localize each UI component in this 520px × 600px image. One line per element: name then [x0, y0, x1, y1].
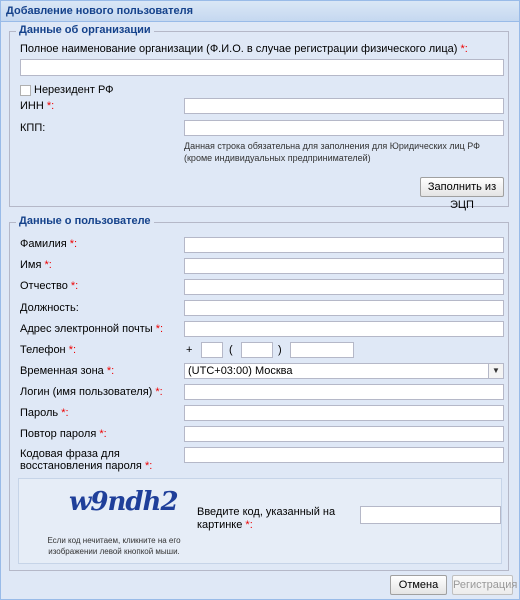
middlename-input[interactable]	[184, 279, 504, 295]
phone-area-code-input[interactable]	[241, 342, 273, 358]
recovery-phrase-input[interactable]	[184, 447, 504, 463]
position-input[interactable]	[184, 300, 504, 316]
login-label: Логин (имя пользователя) *:	[20, 386, 163, 398]
org-legend: Данные об организации	[16, 24, 154, 36]
password-repeat-label: Повтор пароля *:	[20, 428, 107, 440]
captcha-label: Введите код, указанный на картинке *:	[197, 506, 336, 531]
captcha-hint: Если код нечитаем, кликните на его изображении левой кнопкой мыши.	[47, 536, 181, 556]
inn-label: ИНН *:	[20, 100, 55, 112]
user-fieldset	[9, 215, 509, 571]
captcha-input[interactable]	[360, 506, 501, 524]
timezone-selected-value: (UTC+03:00) Москва	[188, 365, 293, 377]
inn-input[interactable]	[184, 98, 504, 114]
email-label: Адрес электронной почты *:	[20, 323, 164, 335]
phone-number-input[interactable]	[290, 342, 354, 358]
login-input[interactable]	[184, 384, 504, 400]
fill-from-signature-button[interactable]: Заполнить из ЭЦП	[420, 177, 504, 197]
user-legend: Данные о пользователе	[16, 215, 154, 227]
org-fieldset	[9, 24, 509, 211]
firstname-input[interactable]	[184, 258, 504, 274]
recovery-phrase-label: Кодовая фраза для восстановления пароля *:	[20, 448, 153, 472]
kpp-hint: Данная строка обязательна для заполнения для Юридических лиц РФ (кроме индивидуальных предпринимателей)	[184, 141, 481, 163]
phone-plus-sign: +	[186, 344, 193, 356]
chevron-down-icon[interactable]: ▼	[488, 364, 503, 378]
captcha-panel	[18, 478, 502, 564]
register-button[interactable]: Регистрация	[452, 575, 513, 595]
org-full-name-input[interactable]	[20, 59, 504, 76]
firstname-label: Имя *:	[20, 259, 52, 271]
kpp-label: КПП:	[20, 122, 46, 134]
phone-label: Телефон *:	[20, 344, 77, 356]
captcha-image[interactable]: w9ndh2	[69, 487, 178, 517]
kpp-input[interactable]	[184, 120, 504, 136]
password-input[interactable]	[184, 405, 504, 421]
lastname-label: Фамилия *:	[20, 238, 78, 250]
middlename-label: Отчество *:	[20, 280, 79, 292]
org-full-name-label: Полное наименование организации (Ф.И.О. в случае регистрации физического лица) *:	[20, 43, 468, 55]
phone-country-code-input[interactable]	[201, 342, 223, 358]
cancel-button[interactable]: Отмена	[390, 575, 447, 595]
timezone-select[interactable]	[184, 363, 504, 379]
password-repeat-input[interactable]	[184, 426, 504, 442]
window-title: Добавление нового пользователя	[1, 1, 519, 22]
nonresident-label: Нерезидент РФ	[34, 84, 114, 96]
phone-open-paren: (	[229, 344, 233, 356]
phone-close-paren: )	[278, 344, 282, 356]
nonresident-checkbox[interactable]	[20, 85, 31, 96]
email-input[interactable]	[184, 321, 504, 337]
position-label: Должность:	[20, 302, 79, 314]
lastname-input[interactable]	[184, 237, 504, 253]
password-label: Пароль *:	[20, 407, 69, 419]
timezone-label: Временная зона *:	[20, 365, 115, 377]
